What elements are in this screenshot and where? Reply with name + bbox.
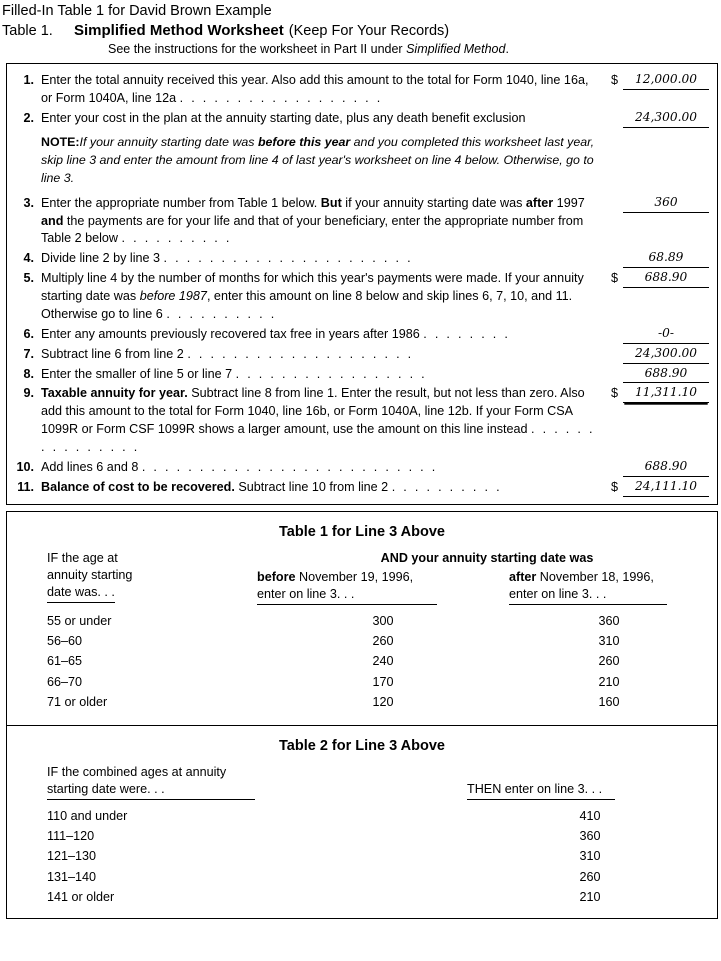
line-number: 6. <box>23 326 34 341</box>
line-number: 5. <box>23 271 34 286</box>
table1-col1-header <box>47 550 257 605</box>
table-row <box>47 672 717 692</box>
worksheet-line-2 <box>7 109 717 129</box>
table1-before: 300 <box>372 613 394 628</box>
table2-ages: 111–120 <box>47 829 95 844</box>
table1-col2-rest: November 19, 1996, <box>295 569 414 584</box>
line-text <box>41 459 601 477</box>
dollar-sign: $ <box>611 479 619 494</box>
line-number: 4. <box>23 251 34 266</box>
amount-cell[interactable] <box>601 326 717 344</box>
amount-value[interactable]: 68.89 <box>623 250 709 268</box>
table1-before: 240 <box>372 654 394 669</box>
dot-leader: . . . . . . . . . . <box>391 479 502 494</box>
amount-value[interactable]: 24,111.10 <box>623 479 709 497</box>
amount-cell[interactable] <box>601 250 717 268</box>
page-title: Filled-In Table 1 for David Brown Example <box>2 3 272 19</box>
table2-ages: 110 and under <box>47 808 128 823</box>
table-row <box>47 887 717 907</box>
instruction-suffix: . <box>505 42 509 57</box>
table-row <box>47 846 717 866</box>
table2-col2-label: THEN enter on line 3. . . <box>467 781 615 800</box>
table1-age: 71 or older <box>47 695 108 710</box>
worksheet-line-9 <box>7 384 717 458</box>
table2-value: 360 <box>579 829 601 844</box>
table1-age: 56–60 <box>47 634 83 649</box>
table2-ages: 141 or older <box>47 890 115 905</box>
worksheet-line-1 <box>7 71 717 109</box>
table1-after: 210 <box>598 674 620 689</box>
table2-ages: 131–140 <box>47 869 97 884</box>
dot-leader: . . . . . . . . . . <box>121 231 232 246</box>
table1-before: 170 <box>372 674 394 689</box>
table1-col1-line2: annuity starting <box>47 567 133 582</box>
line-text-body: Enter your cost in the plan at the annuity starting date, plus any death benefit exclusion <box>41 110 526 125</box>
table1-header <box>7 550 717 605</box>
table1-after: 260 <box>598 654 620 669</box>
dot-leader: . . . . . . . . . . . . . . . . . . <box>179 91 383 105</box>
amount-value[interactable]: 12,000.00 <box>623 72 709 90</box>
line-text-body: Enter the total annuity received this year. Also add this amount to the total for Form 1040, line 16a, or Form 1040A, line 12a <box>41 73 589 105</box>
instruction-italic: Simplified Method <box>406 42 506 57</box>
table1-col3-bold: after <box>509 569 537 584</box>
table1-col2-line2: enter on line 3. . . <box>257 586 437 605</box>
line-text-body: Multiply line 4 by the number of months for which this year's payments were made. If your annuity starting date was before 1987, enter this amount on line 8 below and skip lines 6, 7, 10, and 11. Otherwise go to line 6 <box>41 271 584 321</box>
dot-leader: . . . . . . . . . . . . . . . . . . . . <box>187 346 414 361</box>
note-label: NOTE: <box>41 134 80 149</box>
table2-value: 410 <box>579 808 601 823</box>
table2-rows <box>7 800 717 908</box>
table-row <box>47 826 717 846</box>
table1-and-header: AND your annuity starting date was <box>380 550 594 565</box>
table1-col3-line2: enter on line 3. . . <box>509 586 667 605</box>
table2-col1-line1: IF the combined ages at annuity <box>47 764 227 779</box>
worksheet-subtitle: (Keep For Your Records) <box>288 23 450 40</box>
line-text-body: Divide line 2 by line 3 <box>41 251 161 266</box>
line-number: 11. <box>17 479 34 494</box>
dot-leader: . . . . . . . . . . . . . . . <box>41 422 595 455</box>
amount-cell[interactable] <box>601 346 717 364</box>
table2-value: 310 <box>579 849 601 864</box>
line-number: 9. <box>23 386 34 401</box>
table1-after: 310 <box>598 634 620 649</box>
line-text <box>41 366 601 384</box>
table2-title: Table 2 for Line 3 Above <box>279 737 445 754</box>
worksheet-line-4 <box>7 249 717 269</box>
amount-cell[interactable] <box>601 270 717 288</box>
amount-value[interactable]: 688.90 <box>623 366 709 384</box>
note-body-1: If your annuity starting date was <box>79 134 258 149</box>
line-text <box>41 270 601 324</box>
line-number: 2. <box>23 110 34 125</box>
line-text-body: Balance of cost to be recovered. Subtract line 10 from line 2 <box>41 479 389 494</box>
table2-ages: 121–130 <box>47 849 97 864</box>
line-text <box>41 72 601 108</box>
amount-cell[interactable] <box>601 72 717 90</box>
table1-col3-header <box>509 569 709 605</box>
table2-col1-header <box>47 764 467 800</box>
table-row <box>47 651 717 671</box>
worksheet-line-3 <box>7 194 717 250</box>
lookup-tables-box <box>6 511 718 919</box>
amount-value[interactable]: 11,311.10 <box>623 385 709 403</box>
dollar-sign: $ <box>611 386 619 401</box>
table-caption <box>0 20 721 39</box>
table1-rows <box>7 605 717 713</box>
line-text <box>41 326 601 344</box>
amount-cell[interactable] <box>601 110 717 128</box>
worksheet-line-6 <box>7 325 717 345</box>
amount-value[interactable]: 360 <box>623 195 709 213</box>
table-row <box>47 692 717 712</box>
amount-cell[interactable] <box>601 366 717 384</box>
table-row <box>47 611 717 631</box>
table-row <box>47 867 717 887</box>
table-row <box>47 806 717 826</box>
table1-col1-line3: date was. . . <box>47 584 115 603</box>
line-text <box>41 250 601 268</box>
table1-age: 55 or under <box>47 613 112 628</box>
table-number: Table 1. <box>2 23 53 40</box>
amount-value[interactable]: 24,300.00 <box>623 346 709 364</box>
table2-header <box>7 764 717 800</box>
table1-col2-bold: before <box>257 569 296 584</box>
worksheet-line-11 <box>7 478 717 498</box>
table1-after: 160 <box>598 695 620 710</box>
note-text <box>41 134 601 188</box>
line-number: 3. <box>23 195 34 210</box>
instruction-prefix: See the instructions for the worksheet in Part II under <box>108 42 407 57</box>
line-number: 1. <box>23 73 34 88</box>
dot-leader: . . . . . . . . <box>423 326 511 341</box>
line-text-body: Enter any amounts previously recovered tax free in years after 1986 <box>41 326 420 341</box>
dot-leader: . . . . . . . . . . . . . . . . . . . . . . <box>163 251 413 266</box>
amount-cell[interactable] <box>601 459 717 477</box>
simplified-method-worksheet <box>6 63 718 505</box>
line-text-body: Enter the appropriate number from Table 1 below. But if your annuity starting date was after 1997 and the payments are for your life and that of your beneficiary, enter the appropriate number from Table 2 below <box>41 195 585 246</box>
table1-col2-header <box>257 569 509 605</box>
line-number: 7. <box>23 346 34 361</box>
amount-cell[interactable] <box>601 385 717 403</box>
amount-cell[interactable] <box>601 479 717 497</box>
table1-col1-line1: IF the age at <box>47 550 118 565</box>
table2-col2-header <box>467 764 713 800</box>
dot-leader: . . . . . . . . . . . . . . . . . . . . . . . . . . <box>141 459 438 474</box>
line-text <box>41 110 601 128</box>
amount-value[interactable]: 688.90 <box>623 270 709 288</box>
note-body-2: and you completed this worksheet last year, skip line 3 and enter the amount from line 4 of last year's worksheet on line 4 below. Otherwise, go to line 3. <box>41 134 595 185</box>
amount-cell[interactable] <box>601 195 717 213</box>
line-text <box>41 346 601 364</box>
line-number: 8. <box>23 366 34 381</box>
worksheet-note <box>7 129 717 194</box>
instruction-line <box>0 39 721 61</box>
dollar-sign: $ <box>611 271 619 286</box>
table2-value: 260 <box>579 869 601 884</box>
dot-leader: . . . . . . . . . . <box>166 306 277 321</box>
worksheet-line-5 <box>7 269 717 325</box>
dot-leader: . . . . . . . . . . . . . . . . . <box>235 366 427 381</box>
table-row <box>47 631 717 651</box>
worksheet-line-10 <box>7 458 717 478</box>
worksheet-title: Simplified Method Worksheet <box>74 22 284 40</box>
table2-col1-line2: starting date were. . . <box>47 781 255 800</box>
table1-age: 61–65 <box>47 654 83 669</box>
amount-value[interactable]: 24,300.00 <box>623 110 709 128</box>
line-text-body: Taxable annuity for year. Subtract line 8 from line 1. Enter the result, but not less than zero. Also add this amount to the total for Form 1040, line 16b, or Form 1040A, line 12b. If your Form CSA 1099R or Form CSF 1099R shows a larger amount, use the amount on this line instead <box>41 386 585 437</box>
table1-age: 66–70 <box>47 674 83 689</box>
table2-value: 210 <box>579 890 601 905</box>
table1-before: 120 <box>372 695 394 710</box>
line-text-body: Add lines 6 and 8 <box>41 459 139 474</box>
line-text <box>41 479 601 497</box>
table1-after: 360 <box>598 613 620 628</box>
worksheet-line-7 <box>7 345 717 365</box>
line-text <box>41 195 601 249</box>
line-text-body: Subtract line 6 from line 2 <box>41 346 184 361</box>
amount-value[interactable]: 688.90 <box>623 459 709 477</box>
line-text <box>41 385 601 457</box>
worksheet-line-8 <box>7 365 717 385</box>
note-body-bold: before this year <box>257 134 351 149</box>
line-text-body: Enter the smaller of line 5 or line 7 <box>41 366 233 381</box>
line-number: 10. <box>16 459 34 474</box>
table1-title: Table 1 for Line 3 Above <box>279 523 445 540</box>
table1-col3-rest: November 18, 1996, <box>536 569 654 584</box>
table1-before: 260 <box>372 634 394 649</box>
dollar-sign: $ <box>611 73 619 88</box>
amount-value[interactable]: -0- <box>623 326 709 344</box>
